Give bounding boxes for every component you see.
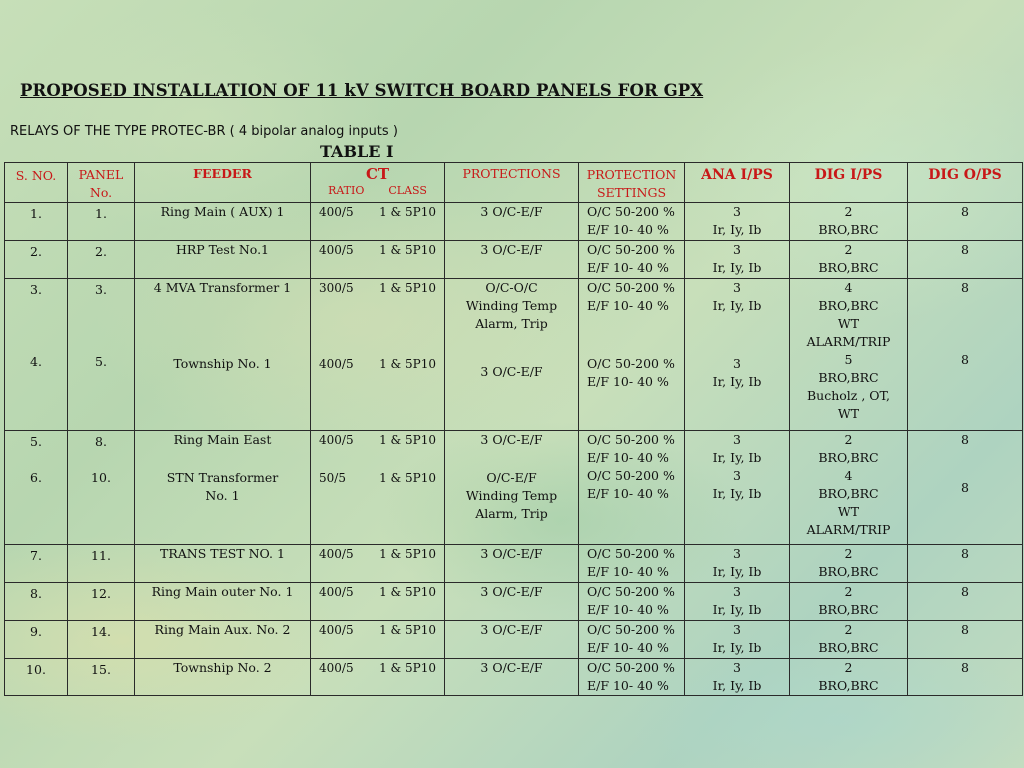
protections-cell: 3 O/C-E/F [445,203,579,241]
setting-ef: E/F 10- 40 % [587,602,669,617]
setting-ef: E/F 10- 40 % [587,678,669,693]
dig-out-cell [908,279,1023,431]
protection-line: Alarm, Trip [475,316,548,331]
panel-cell [68,279,135,431]
dig-inputs: BRO,BRC [818,222,879,237]
ratio-value: 400/5 [319,205,354,219]
ana-cell [685,545,790,583]
panel-cell [68,431,135,545]
dig-line: BRO,BRC [818,450,879,465]
ana-count: 3 [733,432,741,447]
dig-out-value: 8 [961,432,969,447]
class-value: 1 & 5P10 [379,205,436,219]
dig-line: BRO,BRC [818,486,879,501]
protection-line: O/C-O/C [485,280,538,295]
dig-out-cell: 8 [908,659,1023,696]
page-title: PROPOSED INSTALLATION OF 11 kV SWITCH BOARD PANELS FOR GPX [20,81,704,100]
feeder-cell: TRANS TEST NO. 1 [135,545,311,583]
table-row [5,545,1023,583]
ana-inputs: Ir, Iy, Ib [712,602,762,617]
dig-count: 2 [844,204,853,219]
dig-line: ALARM/TRIP [806,522,891,537]
ana-inputs: Ir, Iy, Ib [712,298,762,313]
dig-in-cell [790,545,908,583]
setting-oc: O/C 50-200 % [587,660,675,675]
settings-cell [579,659,685,696]
protection-line: Alarm, Trip [475,506,548,521]
header-protections: PROTECTIONS [445,163,579,203]
settings-cell [579,545,685,583]
dig-out-cell: 8 [908,545,1023,583]
ratio-value: 400/5 [319,623,354,637]
dig-count: 2 [844,546,853,561]
panel-value: 3. [95,282,107,297]
table-row [5,659,1023,696]
protections-cell [445,431,579,545]
dig-in-cell [790,203,908,241]
sno-cell: 7. [5,545,68,583]
protection-line: O/C-E/F [486,470,537,485]
protections-cell: 3 O/C-E/F [445,545,579,583]
class-value: 1 & 5P10 [379,547,436,561]
ct-cell [311,659,445,696]
header-sno: S. NO. [5,163,68,203]
ana-inputs: Ir, Iy, Ib [712,222,762,237]
setting-oc: O/C 50-200 % [587,204,675,219]
ratio-value: 300/5 [319,281,354,295]
feeder-cell: Ring Main outer No. 1 [135,583,311,621]
panel-value: 5. [95,354,107,369]
ana-cell [685,621,790,659]
dig-line: BRO,BRC [818,298,879,313]
class-value: 1 & 5P10 [379,433,436,447]
table-row-group [5,431,1023,545]
sno-value: 5. [30,434,42,449]
feeder-value: Township No. 1 [173,356,272,371]
ana-cell [685,583,790,621]
ratio-value: 400/5 [319,433,354,447]
feeder-value: Ring Main East [173,432,272,447]
panel-cell: 12. [68,583,135,621]
header-dig-in: DIG I/PS [790,163,908,203]
dig-line: WT [837,316,860,331]
dig-in-cell [790,431,908,545]
ana-count: 3 [733,280,741,295]
dig-line: WT [837,504,860,519]
ratio-value: 400/5 [319,357,354,371]
setting-oc: O/C 50-200 % [587,584,675,599]
dig-count: 2 [844,660,853,675]
dig-line: 4 [844,468,853,483]
header-ct [311,163,445,203]
panel-cell: 11. [68,545,135,583]
ana-count: 3 [733,622,741,637]
ct-cell [311,621,445,659]
feeder-cell: Ring Main Aux. No. 2 [135,621,311,659]
dig-count: 2 [844,242,853,257]
dig-inputs: BRO,BRC [818,678,879,693]
settings-cell [579,241,685,279]
dig-in-cell [790,241,908,279]
table-label: TABLE I [320,142,394,161]
ana-count: 3 [733,468,741,483]
feeder-value: 4 MVA Transformer 1 [153,280,292,295]
protection-line: 3 O/C-E/F [480,432,543,447]
sno-cell [5,279,68,431]
dig-line: Bucholz , OT, [806,388,891,403]
sno-cell: 8. [5,583,68,621]
panel-value: 10. [91,470,111,485]
setting-oc: O/C 50-200 % [587,356,675,371]
dig-out-cell: 8 [908,583,1023,621]
setting-ef: E/F 10- 40 % [587,640,669,655]
ratio-value: 400/5 [319,243,354,257]
header-ana: ANA I/PS [685,163,790,203]
ana-inputs: Ir, Iy, Ib [712,260,762,275]
ana-count: 3 [733,660,741,675]
panels-table [4,162,1023,696]
ana-inputs: Ir, Iy, Ib [712,640,762,655]
dig-out-value: 8 [961,352,969,367]
panel-cell: 2. [68,241,135,279]
setting-ef: E/F 10- 40 % [587,222,669,237]
table-row [5,241,1023,279]
setting-oc: O/C 50-200 % [587,546,675,561]
dig-line: 4 [844,280,853,295]
ana-count: 3 [733,546,741,561]
ana-count: 3 [733,356,741,371]
ana-inputs: Ir, Iy, Ib [712,564,762,579]
sno-value: 6. [30,470,42,485]
subtitle: RELAYS OF THE TYPE PROTEC-BR ( 4 bipolar analog inputs ) [10,124,398,139]
ana-count: 3 [733,584,741,599]
dig-count: 2 [844,622,853,637]
setting-oc: O/C 50-200 % [587,622,675,637]
ct-cell [311,203,445,241]
feeder-cell: Ring Main ( AUX) 1 [135,203,311,241]
dig-in-cell [790,279,908,431]
protection-line: Winding Temp [465,488,558,503]
setting-ef: E/F 10- 40 % [587,564,669,579]
header-settings: PROTECTION SETTINGS [579,163,685,203]
dig-inputs: BRO,BRC [818,602,879,617]
class-value: 1 & 5P10 [379,585,436,599]
setting-ef: E/F 10- 40 % [587,298,669,313]
feeder-cell: HRP Test No.1 [135,241,311,279]
protections-cell: 3 O/C-E/F [445,659,579,696]
protections-cell: 3 O/C-E/F [445,583,579,621]
panel-cell: 14. [68,621,135,659]
setting-ef: E/F 10- 40 % [587,450,669,465]
setting-ef: E/F 10- 40 % [587,260,669,275]
ana-inputs: Ir, Iy, Ib [712,374,762,389]
sno-cell [5,431,68,545]
feeder-cell [135,431,311,545]
table-row [5,621,1023,659]
setting-ef: E/F 10- 40 % [587,374,669,389]
class-value: 1 & 5P10 [379,357,436,371]
class-value: 1 & 5P10 [379,471,436,485]
dig-inputs: BRO,BRC [818,640,879,655]
dig-line: WT [837,406,860,421]
ct-cell [311,241,445,279]
ratio-value: 400/5 [319,547,354,561]
dig-out-value: 8 [961,280,969,295]
dig-out-cell: 8 [908,241,1023,279]
panel-value: 8. [95,434,107,449]
ana-cell [685,431,790,545]
sno-cell: 10. [5,659,68,696]
header-ct-label: CT [365,165,390,183]
protections-cell: 3 O/C-E/F [445,621,579,659]
setting-oc: O/C 50-200 % [587,242,675,257]
setting-oc: O/C 50-200 % [587,280,675,295]
protections-cell: 3 O/C-E/F [445,241,579,279]
ct-cell [311,279,445,431]
dig-in-cell [790,621,908,659]
ana-inputs: Ir, Iy, Ib [712,486,762,501]
sno-cell: 9. [5,621,68,659]
settings-cell [579,203,685,241]
dig-count: 2 [844,584,853,599]
sno-cell: 2. [5,241,68,279]
dig-line: BRO,BRC [818,370,879,385]
feeder-value: STN Transformer [166,470,279,485]
sno-cell: 1. [5,203,68,241]
protection-line: 3 O/C-E/F [480,364,543,379]
class-value: 1 & 5P10 [379,243,436,257]
header-ratio: RATIO [328,184,365,197]
ratio-value: 50/5 [319,471,346,485]
sno-value: 3. [30,282,42,297]
protections-cell [445,279,579,431]
dig-in-cell [790,583,908,621]
dig-inputs: BRO,BRC [818,260,879,275]
dig-inputs: BRO,BRC [818,564,879,579]
dig-out-cell [908,431,1023,545]
dig-in-cell [790,659,908,696]
dig-line: ALARM/TRIP [806,334,891,349]
header-row [5,163,1023,203]
feeder-value: No. 1 [205,488,240,503]
ana-cell [685,203,790,241]
table-row [5,203,1023,241]
settings-cell [579,279,685,431]
ratio-value: 400/5 [319,661,354,675]
class-value: 1 & 5P10 [379,281,436,295]
setting-oc: O/C 50-200 % [587,432,675,447]
protection-line: Winding Temp [465,298,558,313]
dig-out-value: 8 [961,480,969,495]
header-panel: PANEL No. [68,163,135,203]
ana-count: 3 [733,204,741,219]
header-class: CLASS [388,184,427,197]
panel-cell: 1. [68,203,135,241]
ana-cell [685,279,790,431]
ana-inputs: Ir, Iy, Ib [712,678,762,693]
feeder-cell: Township No. 2 [135,659,311,696]
settings-cell [579,431,685,545]
setting-ef: E/F 10- 40 % [587,486,669,501]
setting-oc: O/C 50-200 % [587,468,675,483]
dig-line: 2 [844,432,853,447]
ct-cell [311,583,445,621]
settings-cell [579,621,685,659]
header-feeder: FEEDER [135,163,311,203]
ana-cell [685,659,790,696]
dig-line: 5 [844,352,853,367]
sno-value: 4. [30,354,42,369]
feeder-cell [135,279,311,431]
dig-out-cell: 8 [908,203,1023,241]
ct-cell [311,545,445,583]
panel-cell: 15. [68,659,135,696]
ana-cell [685,241,790,279]
dig-out-cell: 8 [908,621,1023,659]
class-value: 1 & 5P10 [379,623,436,637]
table-row-group [5,279,1023,431]
ratio-value: 400/5 [319,585,354,599]
ana-count: 3 [733,242,741,257]
class-value: 1 & 5P10 [379,661,436,675]
ct-cell [311,431,445,545]
header-dig-out: DIG O/PS [908,163,1023,203]
table-row [5,583,1023,621]
ana-inputs: Ir, Iy, Ib [712,450,762,465]
settings-cell [579,583,685,621]
